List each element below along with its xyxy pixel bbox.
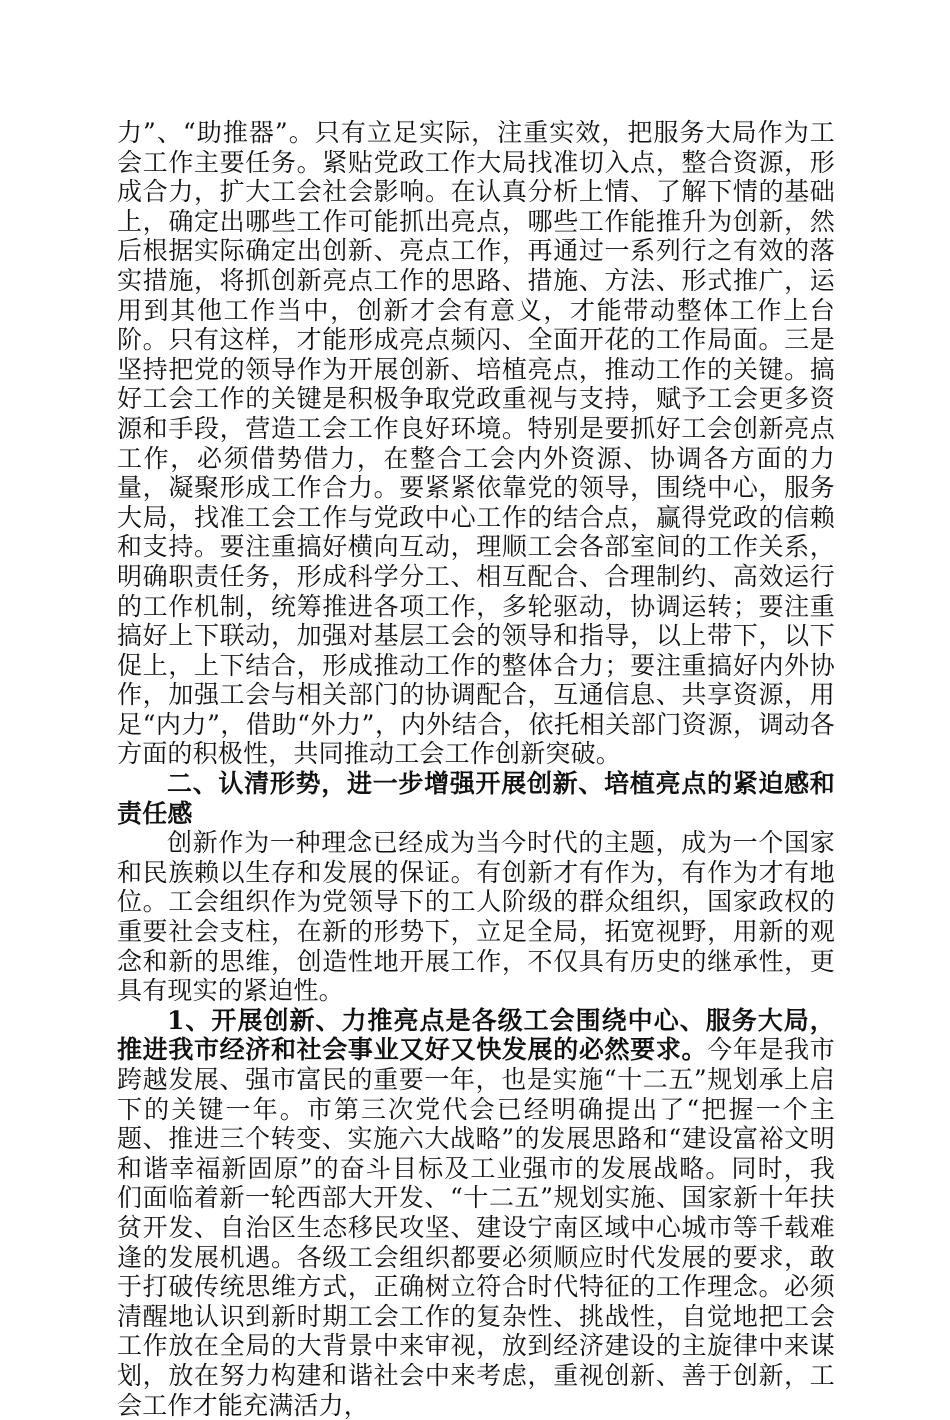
body-paragraph-with-bold-lead — [117, 1006, 835, 1420]
body-paragraph: 创新作为一种理念已经成为当今时代的主题，成为一个国家和民族赖以生存和发展的保证。有创新才有作为，有作为才有地位。工会组织作为党领导下的工人阶级的群众组织，国家政权的重要社会支柱，在新的形势下，立足全局，拓宽视野，用新的观念和新的思维，创造性地开展工作，不仅具有历史的继承性，更具有现实的紧迫性。 — [117, 828, 835, 1006]
section-heading: 二、认清形势，进一步增强开展创新、培植亮点的紧迫感和责任感 — [117, 769, 835, 828]
document-page — [117, 118, 835, 1420]
body-paragraph: 力”、“助推器”。只有立足实际，注重实效，把服务大局作为工会工作主要任务。紧贴党政工作大局找准切入点，整合资源，形成合力，扩大工会社会影响。在认真分析上情、了解下情的基础上，确定出哪些工作可能抓出亮点，哪些工作能推升为创新，然后根据实际确定出创新、亮点工作，再通过一系列行之有效的落实措施，将抓创新亮点工作的思路、措施、方法、形式推广，运用到其他工作当中，创新才会有意义，才能带动整体工作上台阶。只有这样，才能形成亮点频闪、全面开花的工作局面。三是坚持把党的领导作为开展创新、培植亮点，推动工作的关键。搞好工会工作的关键是积极争取党政重视与支持，赋予工会更多资源和手段，营造工会工作良好环境。特别是要抓好工会创新亮点工作，必须借势借力，在整合工会内外资源、协调各方面的力量，凝聚形成工作合力。要紧紧依靠党的领导，围绕中心，服务大局，找准工会工作与党政中心工作的结合点，赢得党政的信赖和支持。要注重搞好横向互动，理顺工会各部室间的工作关系，明确职责任务，形成科学分工、相互配合、合理制约、高效运行的工作机制，统筹推进各项工作，多轮驱动，协调运转；要注重搞好上下联动，加强对基层工会的领导和指导，以上带下，以下促上，上下结合，形成推动工作的整体合力；要注重搞好内外协作，加强工会与相关部门的协调配合，互通信息、共享资源，用足“内力”，借助“外力”，内外结合，依托相关部门资源，调动各方面的积极性，共同推动工会工作创新突破。 — [117, 118, 835, 769]
paragraph-body-text: 今年是我市跨越发展、强市富民的重要一年，也是实施“十二五”规划承上启下的关键一年。市第三次党代会已经明确提出了“把握一个主题、推进三个转变、实施六大战略”的发展思路和“建设富裕文明和谐幸福新固原”的奋斗目标及工业强市的发展战略。同时，我们面临着新一轮西部大开发、“十二五”规划实施、国家新十年扶贫开发、自治区生态移民攻坚、建设宁南区域中心城市等千载难逢的发展机遇。各级工会组织都要必须顺应时代发展的要求，敢于打破传统思维方式，正确树立符合时代特征的工作理念。必须清醒地认识到新时期工会工作的复杂性、挑战性，自觉地把工会工作放在全局的大背景中来审视，放到经济建设的主旋律中来谋划，放在努力构建和谐社会中来考虑，重视创新、善于创新，工会工作才能充满活力， — [117, 1035, 835, 1420]
bold-lead-sentence: 1、开展创新、力推亮点是各级工会围绕中心、服务大局，推进我市经济和社会事业又好又快发展的必然要求。 — [117, 1005, 835, 1065]
